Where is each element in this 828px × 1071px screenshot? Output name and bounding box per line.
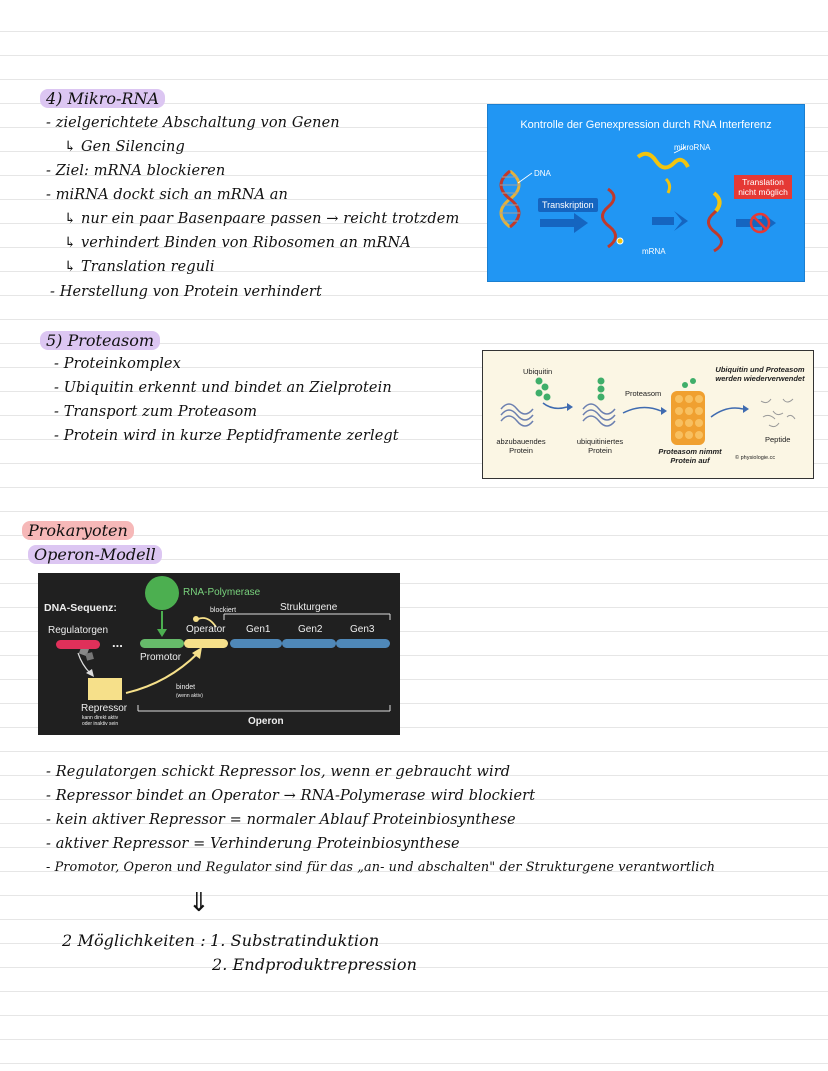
s4-line-3: - Ziel: mRNA blockieren [46, 163, 226, 179]
section5-heading: 5) Proteasom [40, 331, 160, 350]
rna-label-dna: DNA [534, 169, 551, 178]
operon-label-operator: Operator [186, 624, 226, 635]
s4-line-8: - Herstellung von Protein verhindert [50, 284, 322, 300]
operon-line-1: - Regulatorgen schickt Repressor los, wenn er gebraucht wird [46, 764, 511, 780]
prot-label-proteasom: Proteasom [625, 389, 662, 398]
operon-subheading: Operon-Modell [28, 545, 162, 564]
operon-line-2: - Repressor bindet an Operator → RNA-Polymerase wird blockiert [46, 788, 536, 804]
s4-line-6: ↳ verhindert Binden von Ribosomen an mRNA [64, 235, 411, 251]
s4-line-5: ↳ nur ein paar Basenpaare passen → reicht trotzdem [64, 211, 460, 227]
prot-label-peptide: Peptide [765, 435, 791, 444]
s4-line-4: - miRNA dockt sich an mRNA an [46, 187, 288, 203]
operon-label-regulatorgen: Regulatorgen [48, 625, 109, 636]
prot-label-proteasom-nimmt: Proteasom nimmt Protein auf [658, 447, 722, 465]
prot-label-wieder: Ubiquitin und Proteasom werden wiederverwendet [715, 365, 805, 383]
rna-label-mikrorna: mikroRNA [674, 143, 711, 152]
section4-heading: 4) Mikro-RNA [40, 89, 165, 108]
operon-label-bindet-note: (wenn aktiv) [176, 693, 203, 699]
prot-label-credit: © physiologie.cc [735, 455, 776, 461]
prot-label-ubiquitin: Ubiquitin [523, 367, 553, 376]
prot-label-abzubauendes: abzubauendes Protein [496, 437, 546, 455]
operon-seg-operator [184, 639, 228, 648]
operon-line-4: - aktiver Repressor = Verhinderung Proteinbiosynthese [46, 836, 460, 852]
s4-line-2: ↳ Gen Silencing [64, 139, 185, 155]
operon-label-gen1: Gen1 [246, 624, 271, 635]
operon-label-bindet: bindet [176, 684, 196, 691]
operon-seg-gen3 [336, 639, 390, 648]
operon-label-promotor: Promotor [140, 652, 182, 663]
s5-line-1: - Proteinkomplex [54, 356, 181, 372]
s4-line-7: ↳ Translation reguli [64, 259, 215, 275]
operon-label-dna-sequenz: DNA-Sequenz: [44, 602, 117, 614]
operon-seg-gen2 [282, 639, 336, 648]
rna-label-mrna: mRNA [642, 247, 666, 256]
operon-label-rna-polymerase: RNA-Polymerase [183, 587, 261, 598]
operon-seg-regulatorgen [56, 640, 100, 649]
moeglichkeit-1: 1. Substratinduktion [210, 931, 380, 950]
operon-line-3: - kein aktiver Repressor = normaler Ablauf Proteinbiosynthese [46, 812, 516, 828]
operon-label-operon: Operon [248, 716, 284, 727]
operon-label-gen2: Gen2 [298, 624, 323, 635]
operon-label-gen3: Gen3 [350, 624, 375, 635]
rna-figure-title: Kontrolle der Genexpression durch RNA Interferenz [520, 119, 772, 131]
operon-label-repressor-note: kann direkt aktiv oder inaktiv sein [82, 715, 119, 727]
operon-line-5: - Promotor, Operon und Regulator sind für das „an- und abschalten" der Strukturgene verantwortlich [46, 860, 716, 875]
prot-label-ubiquitiniertes: ubiquitiniertes Protein [576, 437, 624, 455]
rna-label-transkription: Transkription [538, 198, 598, 212]
moeglichkeiten-label: 2 Möglichkeiten : [62, 931, 206, 950]
rna-interference-figure [487, 104, 805, 282]
s5-line-3: - Transport zum Proteasom [54, 404, 258, 420]
operon-seg-gen1 [230, 639, 282, 648]
moeglichkeit-2: 2. Endproduktrepression [212, 955, 418, 974]
operon-figure [38, 573, 400, 735]
rna-label-translation: Translation nicht möglich [734, 175, 792, 199]
operon-label-strukturgene: Strukturgene [280, 602, 338, 613]
operon-seg-promotor [140, 639, 184, 648]
prokaryoten-heading: Prokaryoten [22, 521, 134, 540]
operon-label-repressor: Repressor [81, 703, 128, 714]
operon-label-dots: ... [112, 635, 123, 650]
operon-repressor-box [88, 678, 122, 700]
s5-line-2: - Ubiquitin erkennt und bindet an Zielprotein [54, 380, 392, 396]
operon-label-blockiert: blockiert [210, 607, 237, 614]
proteasom-figure [482, 350, 814, 479]
s5-line-4: - Protein wird in kurze Peptidframente zerlegt [54, 428, 399, 444]
s4-line-1: - zielgerichtete Abschaltung von Genen [46, 115, 340, 131]
double-down-arrow-icon: ⇓ [188, 888, 210, 918]
